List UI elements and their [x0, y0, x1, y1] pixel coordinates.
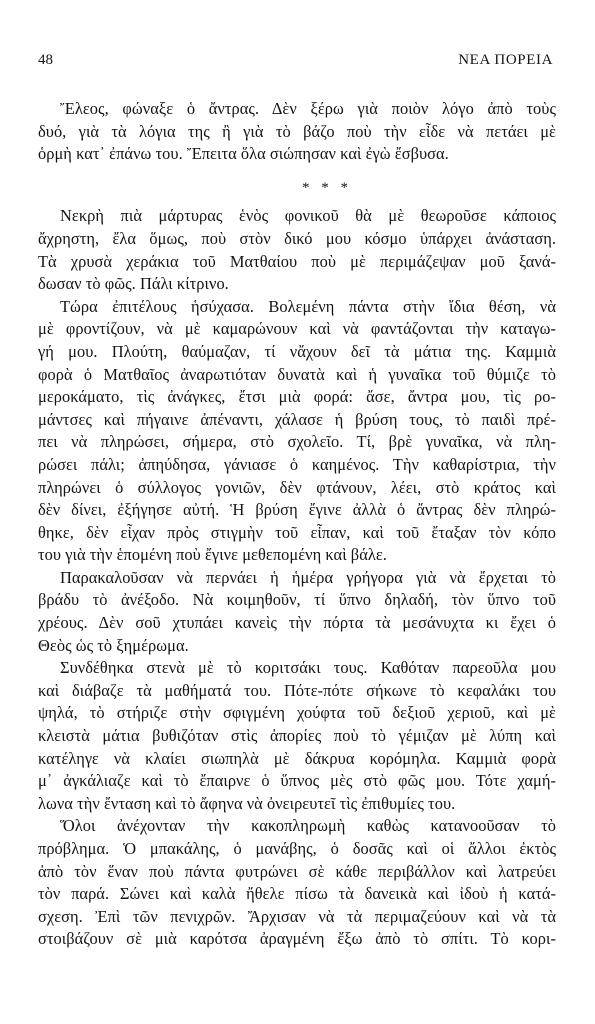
text-line: δωσαν τὸ φῶς. Πάλι κίτρινο.	[38, 274, 229, 294]
text-line: ὁρμὴ κατ᾽ ἐπάνω του. Ἔπειτα ὅλα σιώπησαν καὶ ἐγὼ ἔσβυσα.	[38, 144, 449, 164]
paragraph	[38, 205, 556, 295]
text-line: φορὰ ὁ Ματθαῖος ἀναρωτιόταν δυνατὰ καὶ ἡ γυναῖκα τοῦ θύμιζε τὸ	[38, 364, 556, 384]
text-line: στοιβάζουν σὲ μιὰ καρότσα ἀραγμένη ἔξω ἀπὸ τὸ σπίτι. Τὸ κορι-	[38, 929, 556, 949]
paragraph	[38, 296, 556, 567]
text-line: μεροκάματο, τὶς ἀνάγκες, ἔτσι μιὰ φορά: ἄσε, ἄντρα μου, τὶς ρο-	[38, 387, 556, 407]
text-line: κλειστὰ μάτια βυθιζόταν στὶς ἀπορίες ποὺ τὸ γέμιζαν μὲ λύπη καὶ	[38, 726, 556, 746]
text-line: μὲ φροντίζουν, νὰ μὲ καμαρώνουν καὶ νὰ φαντάζονται τὴν καταγω-	[38, 319, 556, 339]
text-line: Ὅλοι ἀνέχονταν τὴν κακοπληρωμὴ καθὼς κατανοοῦσαν τὸ	[60, 816, 556, 836]
text-line: μ᾽ ἀγκάλιαζε καὶ τὸ ἔπαιρνε ὁ ὕπνος μὲς στὸ φῶς μου. Τότε χαμή-	[38, 771, 556, 791]
text-line: χρέους. Δὲν σοῦ χτυπάει κανεὶς τὴν πόρτα τὰ μεσάνυχτα κι ἔχει ὁ	[38, 613, 556, 633]
text-line: ἀπὸ τὸν ἕναν ποὺ πάντα φυτρώνει σὲ κάθε περιβάλλον καὶ λατρεύει	[38, 861, 556, 881]
section-2	[38, 205, 556, 951]
text-line: σχεση. Ἐπὶ τῶν πενιχρῶν. Ἄρχισαν νὰ τὰ περιμαζεύουν καὶ νὰ τὰ	[38, 906, 556, 926]
text-line: Θεὸς ὡς τὸ ξημέρωμα.	[38, 635, 189, 655]
text-line: Παρακαλοῦσαν νὰ περνάει ἡ ἡμέρα γρήγορα γιὰ νὰ ἔρχεται τὸ	[60, 567, 556, 587]
text-line: δὲν δίνει, ἐξήγησε αὐτή. Ἡ βρύση ἔγινε ἀλλὰ ὁ ἄντρας δὲν πληρώ-	[38, 500, 556, 520]
paragraph	[38, 815, 556, 951]
text-line: κατέληγε νὰ κλαίει σιωπηλὰ μὲ δάκρυα κορόμηλα. Καμμιὰ φορὰ	[38, 748, 556, 768]
text-line: πει νὰ πληρώσει, σήμερα, στὸ σχολεῖο. Τί, βρὲ γυναῖκα, νὰ πλη-	[38, 432, 556, 452]
text-line: ρώσει πάλι; ἀπηύδησα, γάνιασε ὁ καημένος. Τὴν καθαρίστρια, τὴν	[38, 454, 556, 474]
body-text	[38, 98, 556, 951]
text-line: καὶ διάβαζε τὰ μαθήματά του. Πότε-πότε σήκωνε τὸ κεφαλάκι του	[38, 680, 556, 700]
paragraph	[38, 567, 556, 657]
text-line: ψηλά, τὸ στήριζε στὴν σφιγμένη χούφτα τοῦ δεξιοῦ χεριοῦ, καὶ μὲ	[38, 703, 556, 723]
text-line: ἄχρηστη, ἔλα ὅμως, ποὺ στὸν δικό μου κόσμο ὑπάρχει ἀνάσταση.	[38, 228, 556, 248]
text-line: Συνδέθηκα στενὰ μὲ τὸ κοριτσάκι τους. Καθόταν παρεοῦλα μου	[60, 658, 556, 678]
text-line: δυό, γιὰ τὰ λόγια της ἢ γιὰ τὸ βάζο ποὺ τὴν εἶδε νὰ πετάει μὲ	[38, 121, 556, 141]
text-line: βράδυ τὸ ἀνέξοδο. Νὰ κοιμηθοῦν, τί ὕπνο δηλαδή, τὸν ὕπνο τοῦ	[38, 590, 556, 610]
text-line: γή μου. Πλούτη, θαύμαζαν, τί νἄχουν δεῖ τὰ μάτια της. Καμμιὰ	[38, 341, 556, 361]
text-line: τὸν παρά. Σώνει καὶ καλὰ ἤθελε πίσω τὰ δανεικὰ καὶ ἰδοὺ ἡ κατά-	[38, 884, 556, 904]
text-line: Τὰ χρυσὰ χεράκια τοῦ Ματθαίου ποὺ μὲ περιμάζεψαν μοῦ ξανά-	[38, 251, 556, 271]
text-line: μάντσες καὶ πήγαινε ἀπέναντι, χάλασε ἡ βρύση τους, τὸ παιδὶ πρέ-	[38, 409, 556, 429]
text-line: λωνα τὴν ἔνταση καὶ τὸ ἄφηνα νὰ ὀνειρευτεῖ τὶς ἐπιθυμίες του.	[38, 793, 456, 813]
text-line: θηκε, δὲν εἶχαν πρὸς στιγμὴν τοῦ εἶπαν, καὶ τοῦ ἔταξαν τὸν κόπο	[38, 522, 556, 542]
running-header	[38, 52, 553, 69]
text-line: πληρώνει ὁ σύλλογος γονιῶν, δὲν φτάνουν, λέει, στὸ κράτος καὶ	[38, 477, 556, 497]
section-1	[38, 98, 556, 166]
text-line: Ἔλεος, φώναξε ὁ ἄντρας. Δὲν ξέρω γιὰ ποιὸν λόγο ἀπὸ τοὺς	[60, 99, 556, 118]
section-separator: * * *	[302, 179, 352, 196]
text-line: πρόβλημα. Ὁ μπακάλης, ὁ μανάβης, ὁ δοσᾶς καὶ οἱ ἄλλοι ἐκτὸς	[38, 839, 556, 858]
text-line: του γιὰ τὴν ἑπομένη ποὺ ἔγινε μεθεπομένη καὶ βάλε.	[38, 545, 387, 565]
paragraph	[38, 657, 556, 815]
running-title: ΝΕΑ ΠΟΡΕΙΑ	[458, 52, 553, 68]
page-number: 48	[38, 52, 53, 68]
text-line: Νεκρὴ πιὰ μάρτυρας ἑνὸς φονικοῦ θὰ μὲ θεωροῦσε κάποιος	[60, 206, 556, 226]
text-line: Τώρα ἐπιτέλους ἡσύχασα. Βολεμένη πάντα στὴν ἴδια θέση, νὰ	[60, 296, 556, 316]
